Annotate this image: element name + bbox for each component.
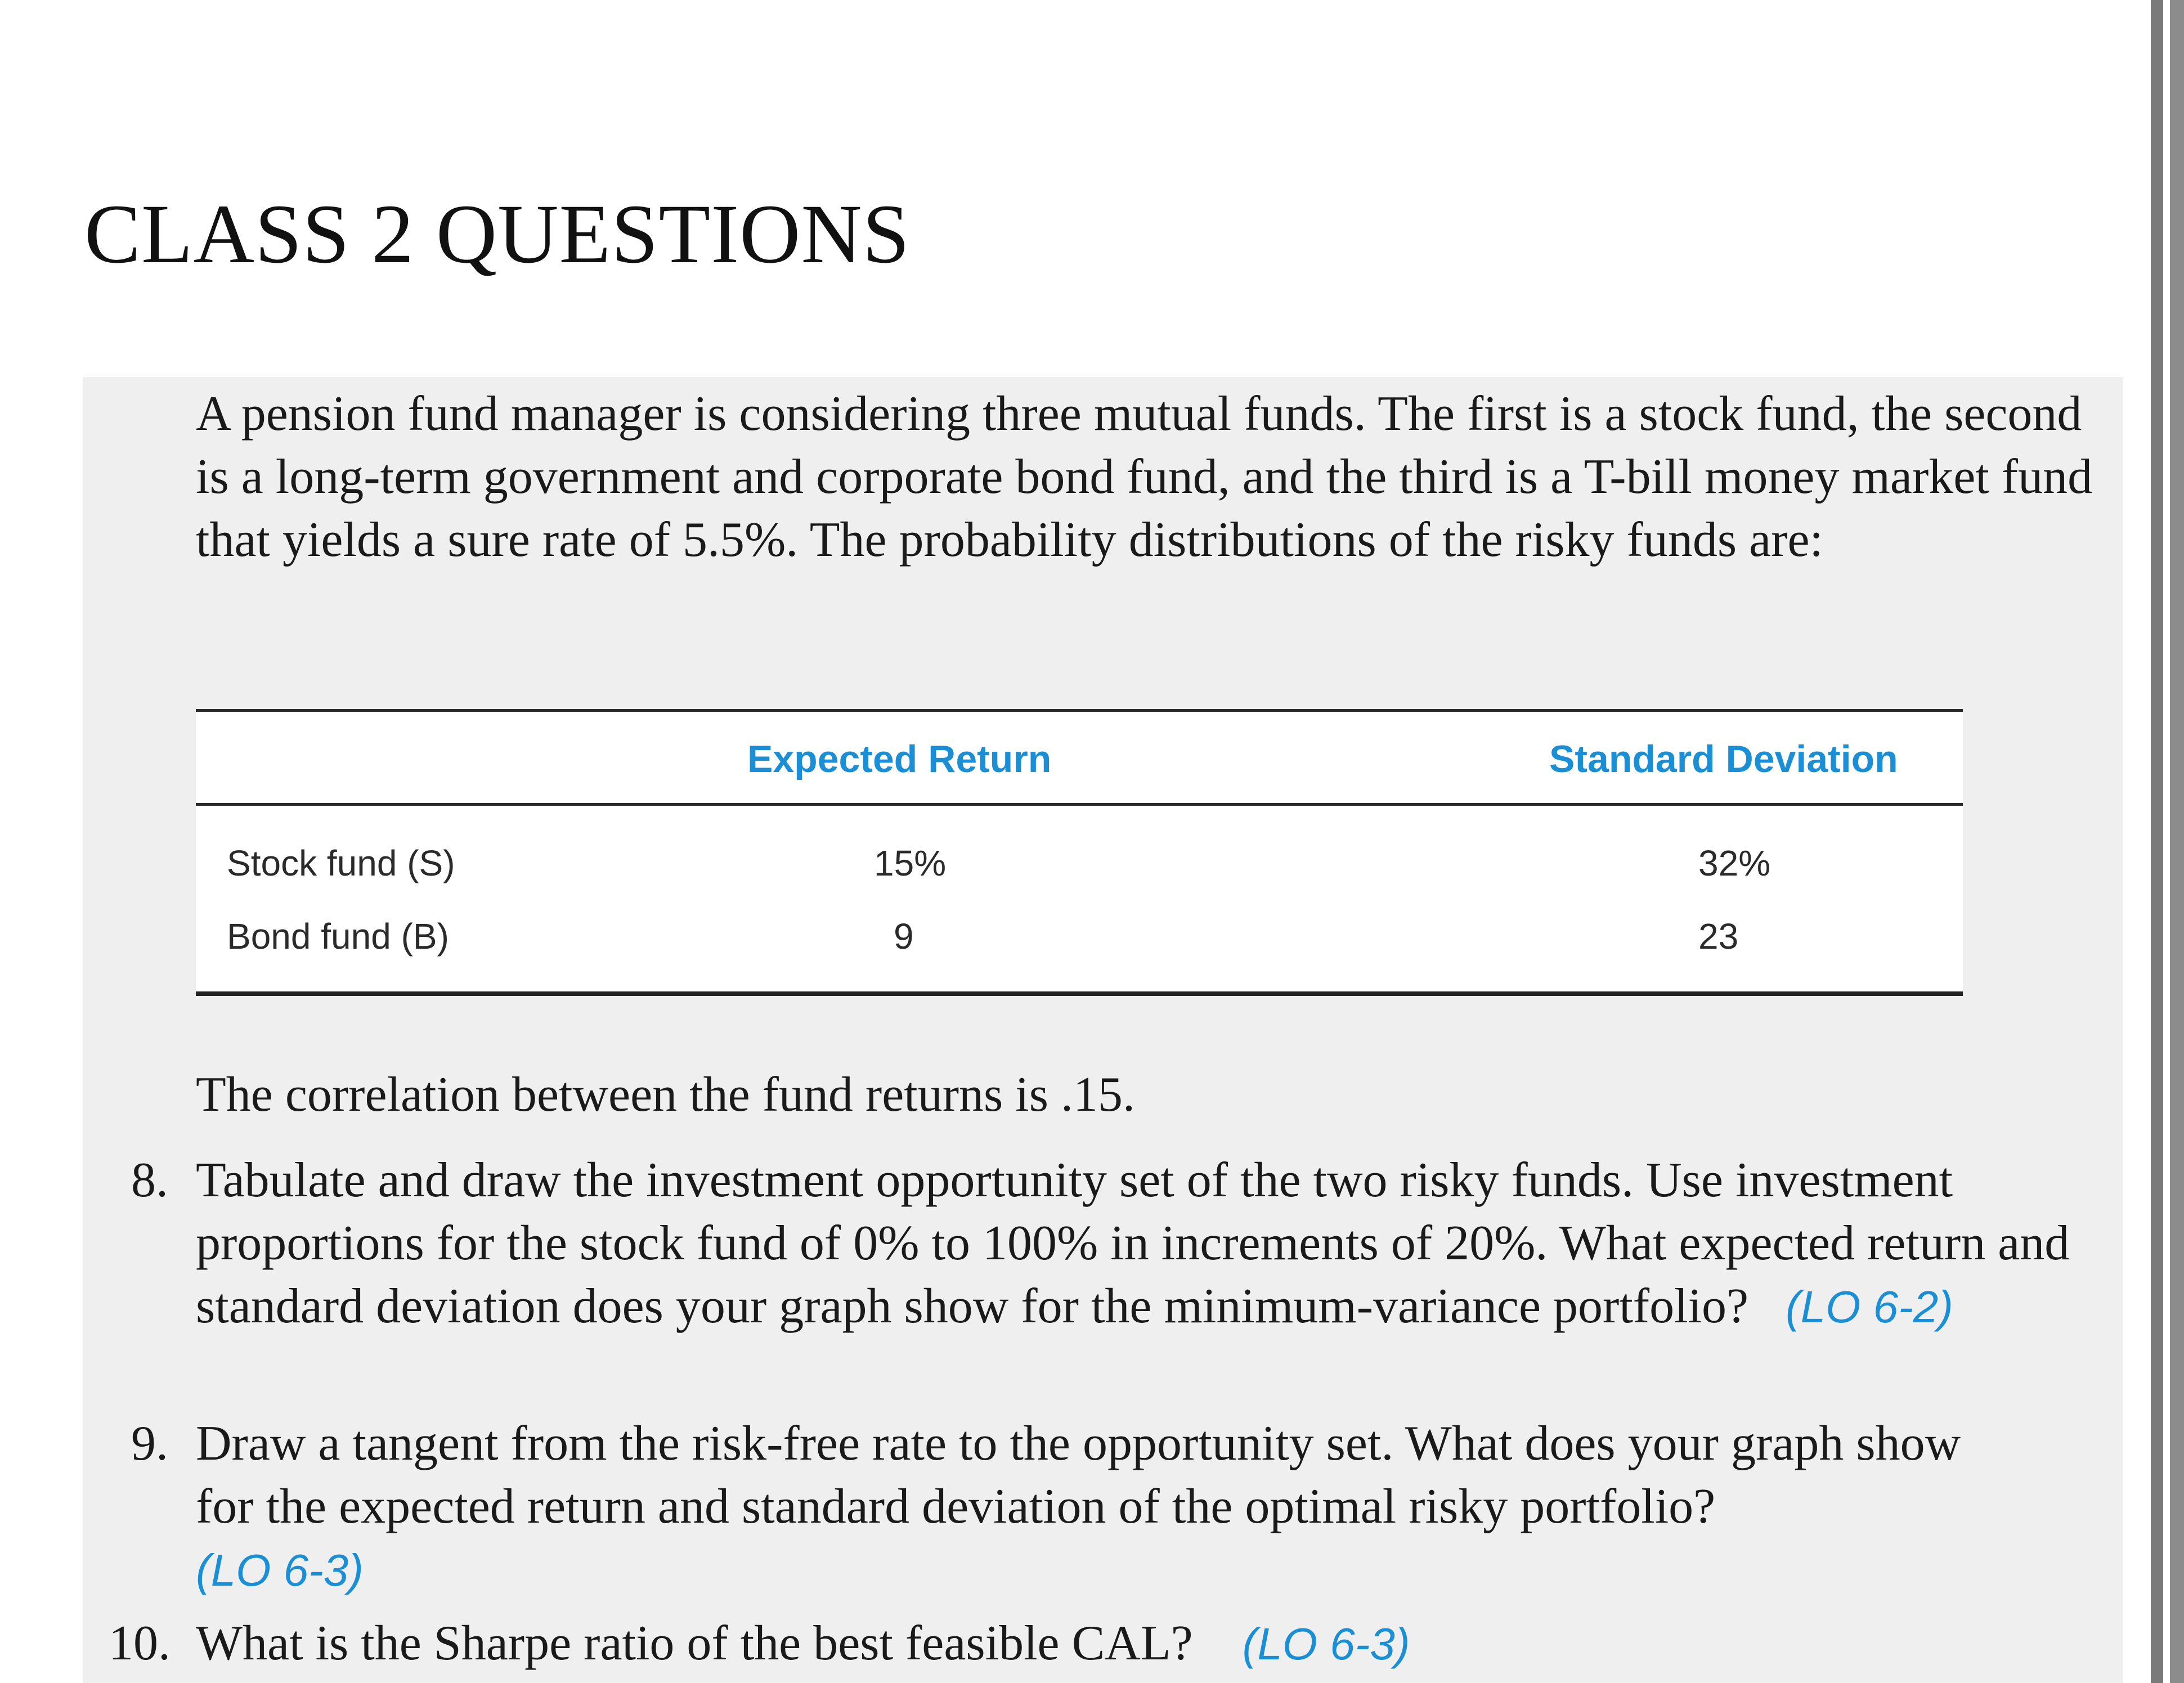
question-text: What is the Sharpe ratio of the best feasible CAL? [196, 1616, 1193, 1671]
page-edge [2151, 0, 2184, 1683]
table-bottom-rule [196, 991, 1963, 996]
table-top-rule [196, 709, 1963, 712]
stock-expected-return: 15% [874, 843, 947, 883]
question-text: Tabulate and draw the investment opportunity set of the two risky funds. Use investment proportions for the stock fund of 0% to 100% in increments of 20%. What expected return and standard deviation does your graph show for the minimum-variance portfolio? [196, 1153, 2070, 1334]
learning-objective: (LO 6-2) [1786, 1282, 1953, 1332]
question-number: 9. [131, 1416, 168, 1471]
fund-table [196, 709, 1963, 996]
table-header-rule [196, 803, 1963, 806]
header-standard-deviation: Standard Deviation [1549, 738, 1898, 780]
page-edge-bar-outer [2170, 0, 2184, 1683]
learning-objective: (LO 6-3) [1242, 1619, 1410, 1669]
question-10 [109, 1612, 2109, 1676]
header-expected-return: Expected Return [747, 738, 1052, 780]
row-label-bond: Bond fund (B) [227, 916, 449, 957]
page-title: CLASS 2 QUESTIONS [84, 187, 911, 281]
row-label-stock: Stock fund (S) [227, 843, 455, 883]
question-number: 8. [131, 1153, 168, 1208]
question-9 [131, 1412, 1997, 1602]
page-edge-bar [2151, 0, 2163, 1683]
question-number: 10. [109, 1616, 171, 1671]
bond-std-dev: 23 [1698, 916, 1739, 957]
question-8 [131, 1149, 2092, 1339]
question-text: Draw a tangent from the risk-free rate to the opportunity set. What does your graph show for the expected return and standard deviation of the optimal risky portfolio? [196, 1416, 1961, 1534]
learning-objective: (LO 6-3) [196, 1545, 364, 1595]
stock-std-dev: 32% [1698, 843, 1771, 883]
bond-expected-return: 9 [894, 916, 914, 957]
correlation-statement: The correlation between the fund returns is .15. [196, 1067, 1135, 1122]
problem-intro: A pension fund manager is considering three mutual funds. The first is a stock fund, the second is a long-term government and corporate bond fund, and the third is a T-bill money market fund that yields a sure rate of 5.5%. The probability distributions of the risky funds are: [196, 387, 2093, 567]
